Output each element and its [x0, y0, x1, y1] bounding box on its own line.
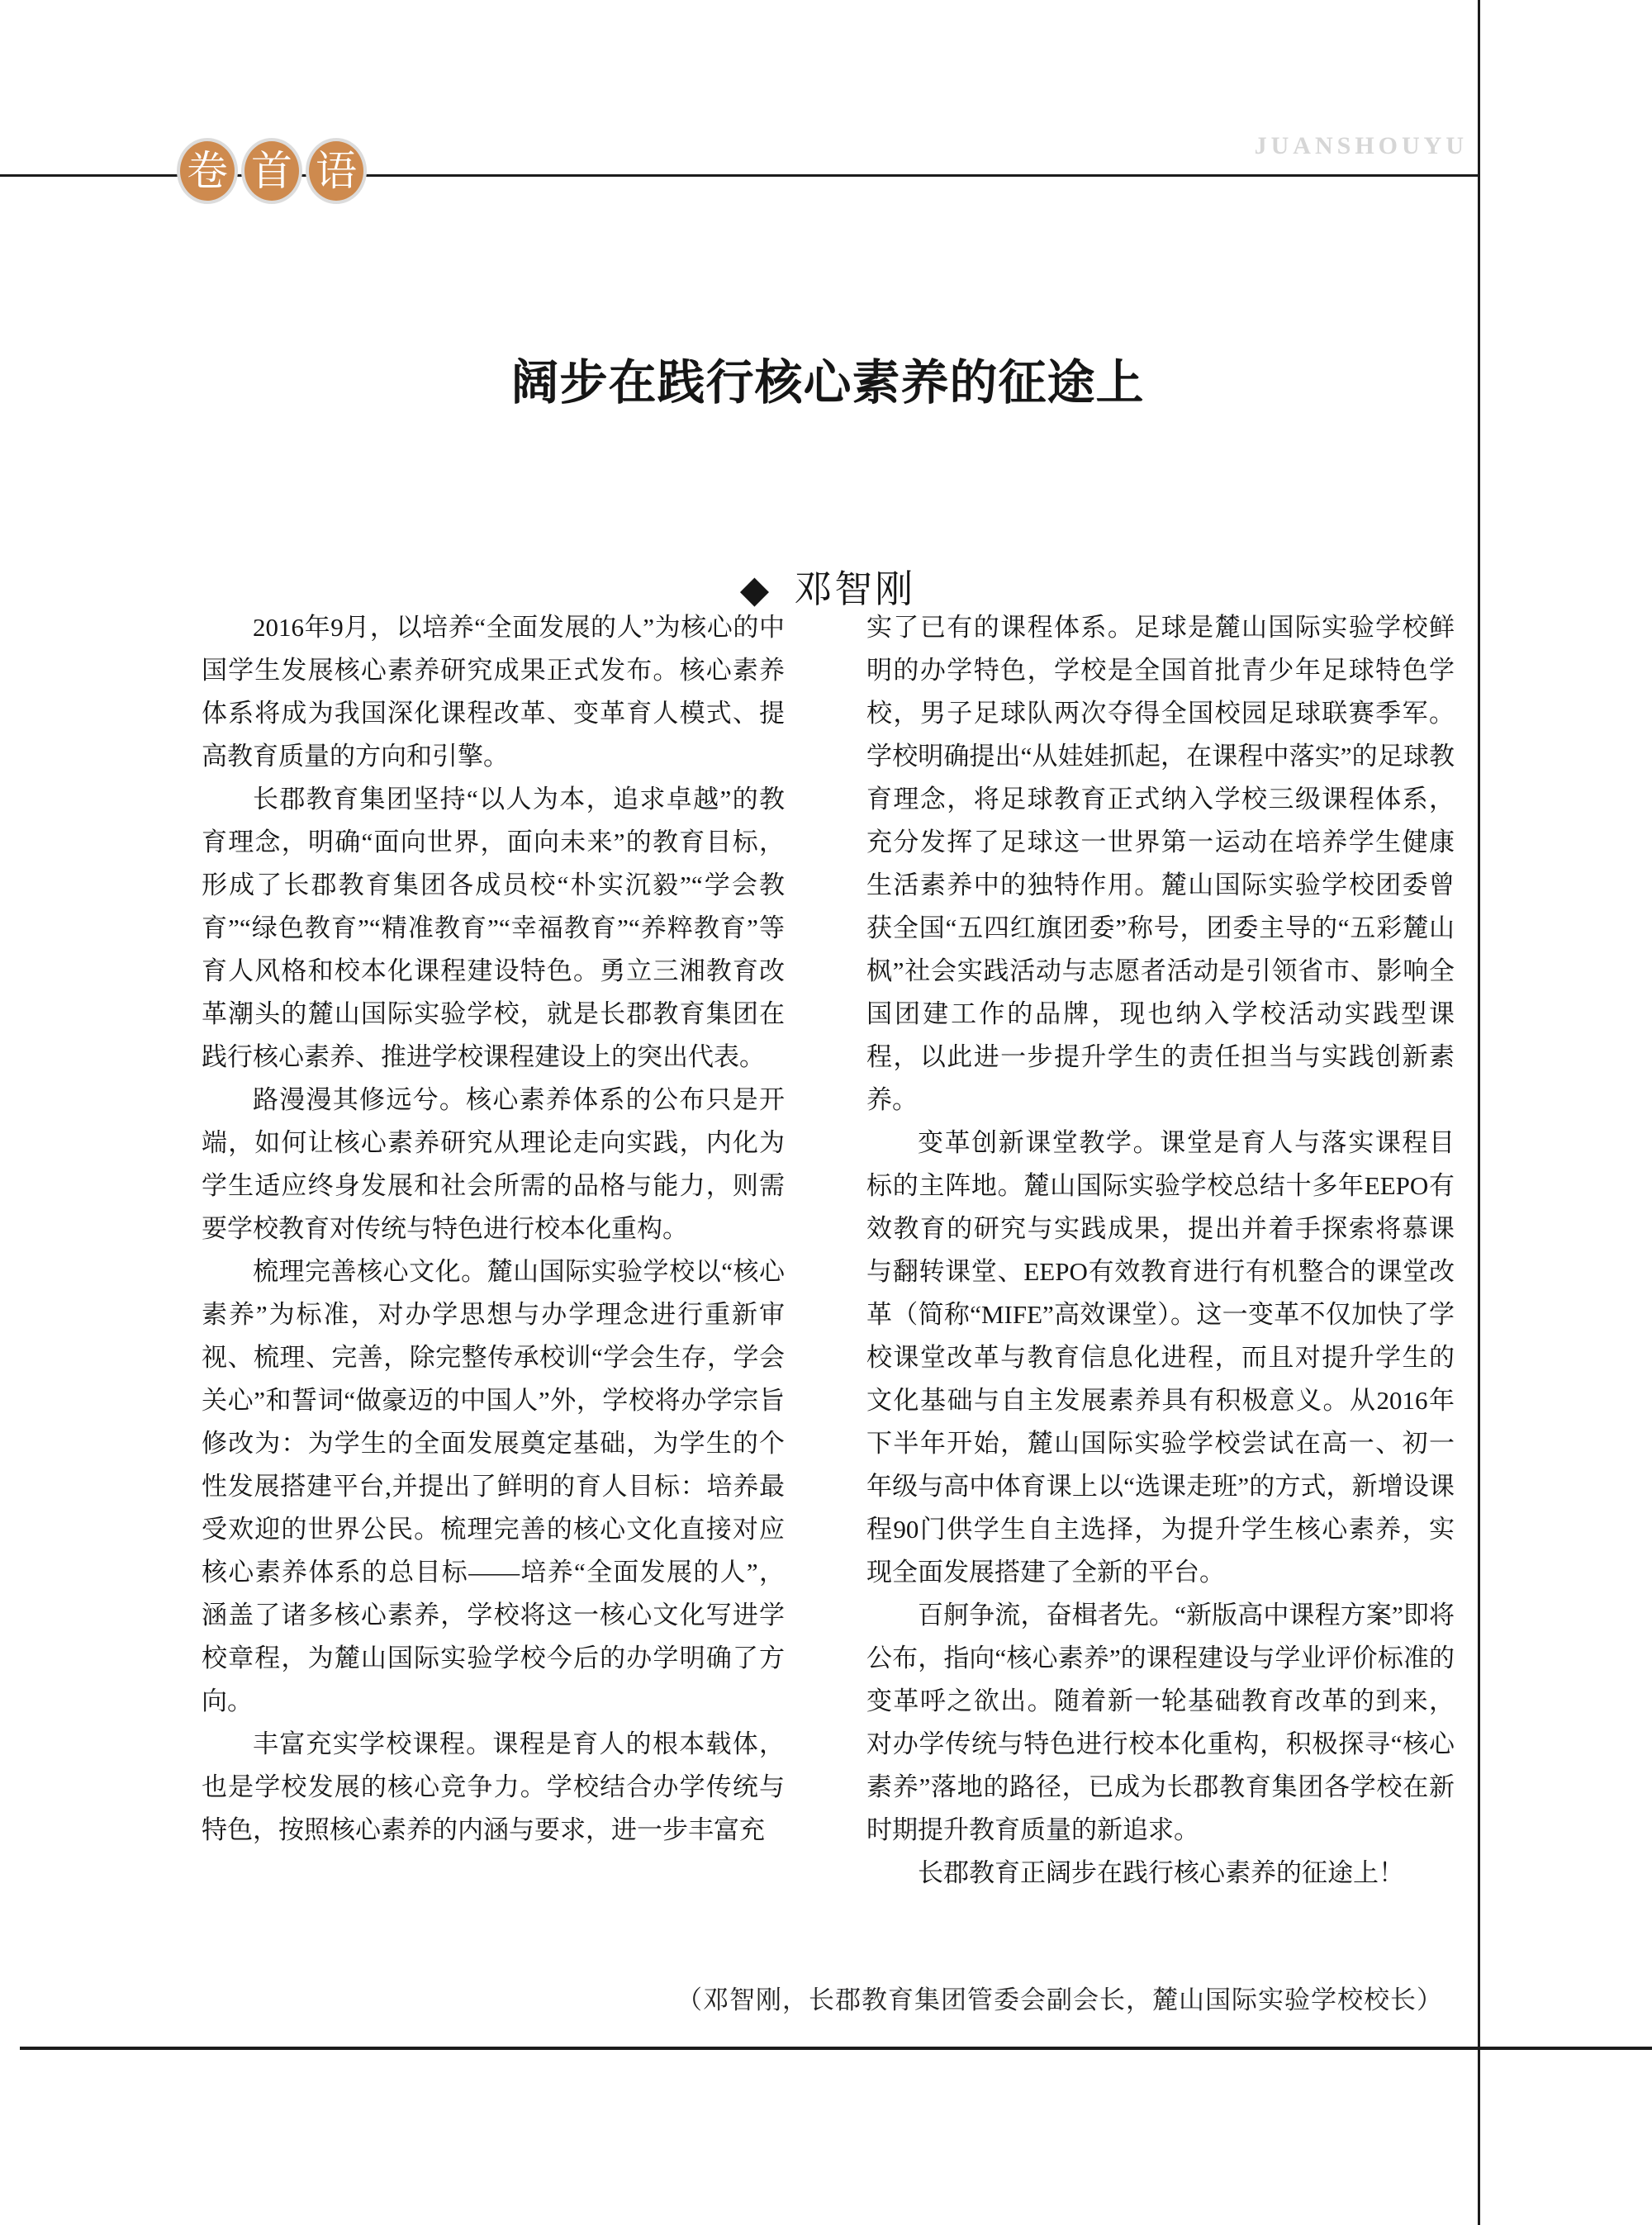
running-head: JUANSHOUYU	[1254, 132, 1468, 159]
paragraph-continuation: 实了已有的课程体系。足球是麓山国际实验学校鲜明的办学特色，学校是全国首批青少年足球特色学校，男子足球队两次夺得全国校园足球联赛季军。学校明确提出“从娃娃抓起，在课程中落实”的足球教育理念，将足球教育正式纳入学校三级课程体系，充分发挥了足球这一世界第一运动在培养学生健康生活素养中的独特作用。麓山国际实验学校团委曾获全国“五四红旗团委”称号，团委主导的“五彩麓山枫”社会实践活动与志愿者活动是引领省市、影响全国团建工作的品牌，现也纳入学校活动实践型课程，以此进一步提升学生的责任担当与实践创新素养。	[866, 613, 1455, 1114]
author-name: 邓智刚	[794, 568, 916, 610]
paragraph: 丰富充实学校课程。课程是育人的根本载体，也是学校发展的核心竞争力。学校结合办学传统与特色，按照核心素养的内涵与要求，进一步丰富充	[202, 1729, 785, 1844]
paragraph: 路漫漫其修远兮。核心素养体系的公布只是开端，如何让核心素养研究从理论走向实践，内化为学生适应终身发展和社会所需的品格与能力，则需要学校教育对传统与特色进行校本化重构。	[202, 1085, 785, 1243]
section-badge-oval: 卷	[177, 138, 238, 204]
diamond-icon: ◆	[739, 568, 770, 610]
section-badge-oval: 语	[306, 138, 367, 204]
author-affiliation: （邓智刚，长郡教育集团管委会副会长，麓山国际实验学校校长）	[676, 1985, 1443, 2014]
paragraph: 长郡教育正阔步在践行核心素养的征途上！	[918, 1858, 1404, 1887]
paragraph: 变革创新课堂教学。课堂是育人与落实课程目标的主阵地。麓山国际实验学校总结十多年EEPO有效教育的研究与实践成果，提出并着手探索将慕课与翻转课堂、EEPO有效教育进行有机整合的课堂改革（简称“MIFE”高效课堂）。这一变革不仅加快了学校课堂改革与教育信息化进程，而且对提升学生的文化基础与自主发展素养具有积极意义。从2016年下半年开始，麓山国际实验学校尝试在高一、初一年级与高中体育课上以“选课走班”的方式，新增设课程90门供学生自主选择，为提升学生核心素养，实现全面发展搭建了全新的平台。	[866, 1128, 1455, 1587]
paragraph: 梳理完善核心文化。麓山国际实验学校以“核心素养”为标准，对办学思想与办学理念进行重新审视、梳理、完善，除完整传承校训“学会生存，学会关心”和誓词“做豪迈的中国人”外，学校将办学宗旨修改为：为学生的全面发展奠定基础，为学生的个性发展搭建平台,并提出了鲜明的育人目标：培养最受欢迎的世界公民。梳理完善的核心文化直接对应核心素养体系的总目标——培养“全面发展的人”，涵盖了诸多核心素养，学校将这一核心文化写进学校章程，为麓山国际实验学校今后的办学明确了方向。	[202, 1257, 785, 1715]
paragraph: 长郡教育集团坚持“以人为本，追求卓越”的教育理念，明确“面向世界，面向未来”的教育目标，形成了长郡教育集团各成员校“朴实沉毅”“学会教育”“绿色教育”“精准教育”“幸福教育”“养粹教育”等育人风格和校本化课程建设特色。勇立三湘教育改革潮头的麓山国际实验学校，就是长郡教育集团在践行核心素养、推进学校课程建设上的突出代表。	[202, 785, 785, 1071]
footer-rule	[20, 2047, 1652, 2050]
right-column	[866, 606, 1455, 1895]
paragraph: 百舸争流，奋楫者先。“新版高中课程方案”即将公布，指向“核心素养”的课程建设与学业评价标准的变革呼之欲出。随着新一轮基础教育改革的到来，对办学传统与特色进行校本化重构，积极探寻“核心素养”落地的路径，已成为长郡教育集团各学校在新时期提升教育质量的新追求。	[866, 1601, 1455, 1844]
section-badge-oval: 首	[241, 138, 302, 204]
left-column	[202, 606, 785, 1852]
paragraph: 2016年9月，以培养“全面发展的人”为核心的中国学生发展核心素养研究成果正式发布。核心素养体系将成为我国深化课程改革、变革育人模式、提高教育质量的方向和引擎。	[202, 613, 785, 771]
article-title: 阔步在践行核心素养的征途上	[510, 356, 1145, 410]
right-margin-rule	[1478, 0, 1480, 2225]
